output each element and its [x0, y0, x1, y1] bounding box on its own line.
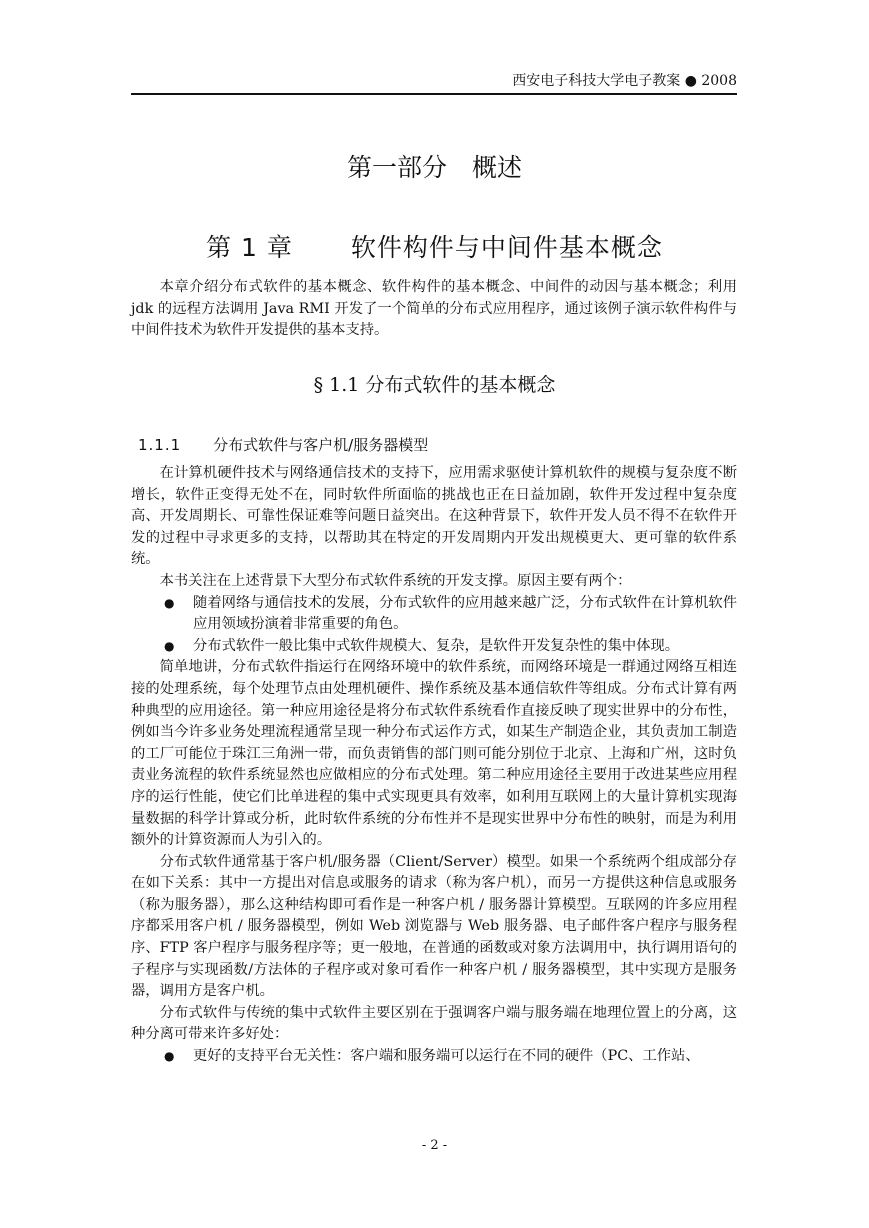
chapter-heading [0, 228, 869, 264]
bullet-text: 分布式软件一般比集中式软件规模大、复杂，是软件开发复杂性的集中体现。 [193, 637, 680, 654]
bullet-item [131, 636, 737, 658]
header-rule [131, 93, 737, 95]
bullet-item [131, 593, 737, 636]
bullet-icon: ● [164, 595, 175, 610]
body-paragraph: 分布式软件通常基于客户机/服务器（Client/Server）模型。如果一个系统两个组成部分存在如下关系：其中一方提出对信息或服务的请求（称为客户机），而另一方提供这种信息或服务（称为服务器），那么这种结构即可看作是一种客户机 / 服务器计算模型。互联网的许多应用程序都采用客户机 / 服务器模型，例如 Web 浏览器与 Web 服务器、电子邮件客户程序与服务程序、FTP 客户程序与服务程序等；更一般地，在普通的函数或对象方法调用中，执行调用语句的子程序与实现函数/方法体的子程序或对象可看作一种客户机 / 服务器模型，其中实现方是服务器，调用方是客户机。 [131, 853, 737, 1000]
body-paragraph: 分布式软件与传统的集中式软件主要区别在于强调客户端与服务端在地理位置上的分离，这种分离可带来许多好处： [131, 1004, 737, 1043]
body-paragraph: 在计算机硬件技术与网络通信技术的支持下，应用需求驱使计算机软件的规模与复杂度不断增长，软件正变得无处不在，同时软件所面临的挑战也正在日益加剧，软件开发过程中复杂度高、开发周期长、可靠性保证难等问题日益突出。在这种背景下，软件开发人员不得不在软件开发的过程中寻求更多的支持，以帮助其在特定的开发周期内开发出规模更大、更可靠的软件系统。 [131, 465, 737, 568]
intro-paragraph: 本章介绍分布式软件的基本概念、软件构件的基本概念、中间件的动因与基本概念；利用 jdk 的远程方法调用 Java RMI 开发了一个简单的分布式应用程序，通过该例子演示软件构件与中间件技术为软件开发提供的基本支持。 [131, 279, 737, 339]
chapter-intro [131, 277, 737, 342]
chapter-number: 第 1 章 [206, 233, 293, 262]
bullet-icon: ● [164, 638, 175, 653]
subsection-heading [138, 434, 428, 455]
bullet-text: 随着网络与通信技术的发展，分布式软件的应用越来越广泛，分布式软件在计算机软件应用领域扮演着非常重要的角色。 [193, 594, 737, 633]
bullet-icon: ● [164, 1049, 175, 1064]
page-number: - 2 - [421, 1138, 448, 1153]
section-title: § 1.1 分布式软件的基本概念 [313, 374, 556, 396]
body-paragraph: 简单地讲，分布式软件指运行在网络环境中的软件系统，而网络环境是一群通过网络互相连接的处理系统，每个处理节点由处理机硬件、操作系统及基本通信软件等组成。分布式计算有两种典型的应用途径。第一种应用途径是将分布式软件系统看作直接反映了现实世界中的分布性，例如当今许多业务处理流程通常呈现一种分布式运作方式，如某生产制造企业，其负责加工制造的工厂可能位于珠江三角洲一带，而负责销售的部门则可能分别位于北京、上海和广州，这时负责业务流程的软件系统显然也应做相应的分布式处理。第二种应用途径主要用于改进某些应用程序的运行性能，使它们比单进程的集中式实现更具有效率，如利用互联网上的大量计算机实现海量数据的科学计算或分析，此时软件系统的分布性并不是现实世界中分布性的映射，而是为利用额外的计算资源而人为引入的。 [131, 659, 737, 849]
body-paragraph: 本书关注在上述背景下大型分布式软件系统的开发支撑。原因主要有两个： [159, 572, 632, 589]
bullet-item [131, 1046, 737, 1068]
part-title: 第一部分 概述 [346, 153, 522, 182]
main-body [131, 463, 737, 1068]
subsection-number: 1.1.1 [138, 436, 182, 454]
subsection-title: 分布式软件与客户机/服务器模型 [213, 436, 429, 454]
bullet-text: 更好的支持平台无关性：客户端和服务端可以运行在不同的硬件（PC、工作站、 [193, 1048, 700, 1065]
chapter-title: 软件构件与中间件基本概念 [350, 233, 663, 262]
running-header: 西安电子科技大学电子教案 ● 2008 [512, 73, 737, 89]
